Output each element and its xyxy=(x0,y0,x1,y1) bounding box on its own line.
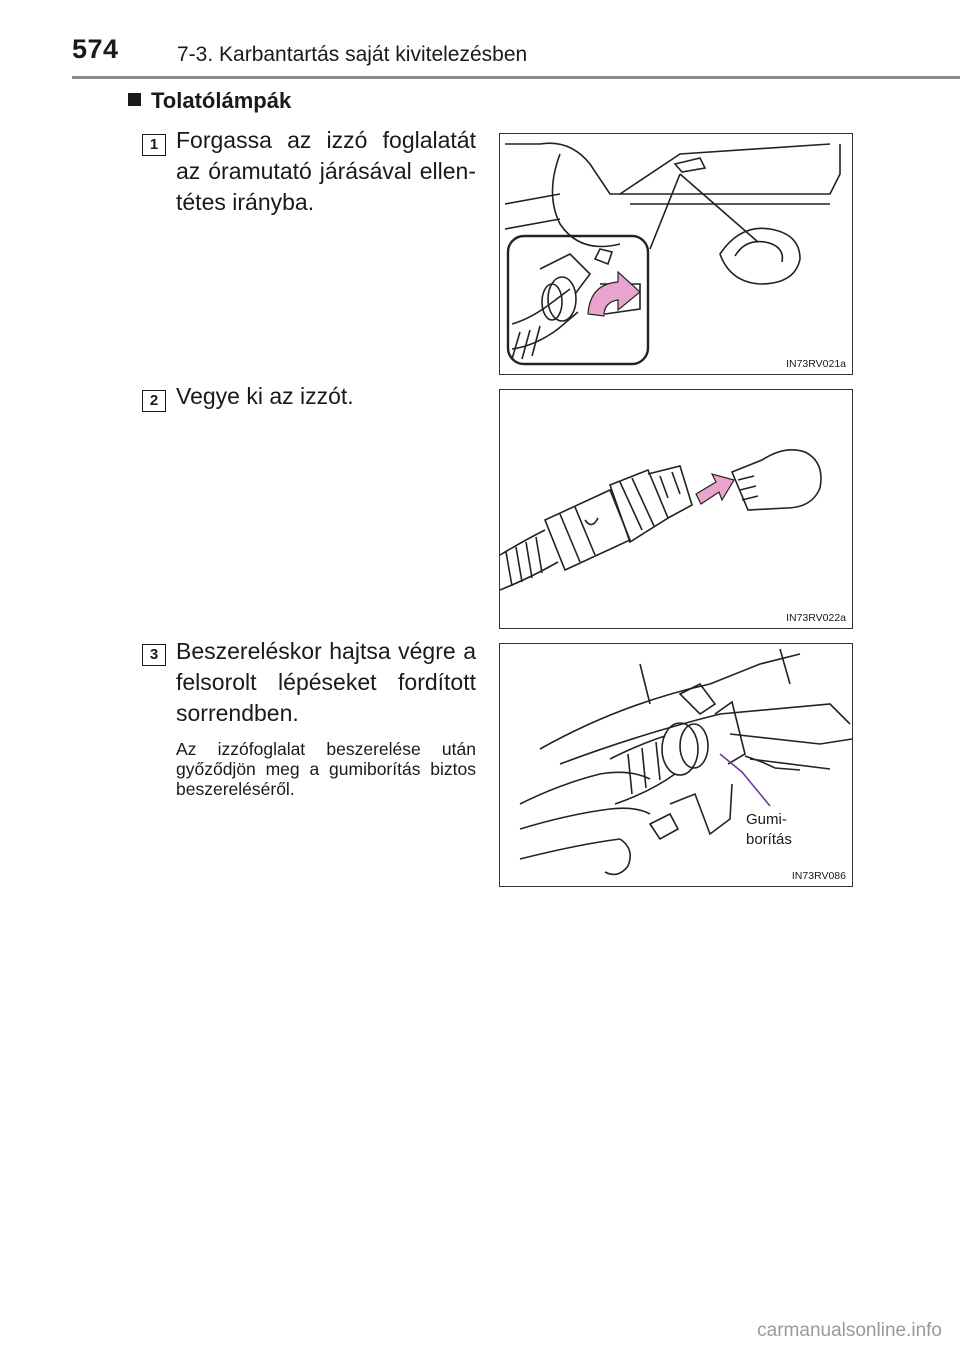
figure-code: IN73RV086 xyxy=(791,870,846,882)
figure-code: IN73RV022a xyxy=(786,612,846,624)
rubber-cover-label xyxy=(746,810,792,850)
step-number-2: 2 xyxy=(142,390,166,412)
chapter-title: 7-3. Karbantartás saját kivitelezésben xyxy=(177,43,528,66)
page-number: 574 xyxy=(72,34,119,64)
figure-remove-bulb xyxy=(499,389,853,629)
step-3-text: Beszereléskor hajtsa végre a felsorolt lépéseket fordított sorrendben. xyxy=(176,638,476,726)
figure-code: IN73RV021a xyxy=(786,358,846,370)
step-number-1: 1 xyxy=(142,134,166,156)
figure-rotate-socket xyxy=(499,133,853,375)
watermark: carmanualsonline.info xyxy=(757,1320,942,1341)
header-divider xyxy=(72,76,960,79)
page-header xyxy=(0,0,960,80)
step-1-text: Forgassa az izzó foglalatát az óramutató járásával ellen-tétes irányba. xyxy=(176,127,476,215)
figure-install-socket xyxy=(499,643,853,887)
remove-bulb-illustration xyxy=(500,390,852,628)
step-3-note: Az izzófoglalat beszerelése után győződjön meg a gumiborítás biztos beszereléséről. xyxy=(176,739,476,799)
step-number-3: 3 xyxy=(142,644,166,666)
section-title: Tolatólámpák xyxy=(151,88,292,113)
square-bullet-icon xyxy=(128,93,141,106)
install-socket-illustration xyxy=(500,644,852,886)
section-heading xyxy=(128,88,291,114)
callout-line-1: Gumi- xyxy=(746,811,787,828)
step-2-text: Vegye ki az izzót. xyxy=(176,383,354,409)
rotate-socket-illustration xyxy=(500,134,852,374)
callout-line-2: borítás xyxy=(746,831,792,848)
pull-arrow-icon xyxy=(696,474,734,504)
